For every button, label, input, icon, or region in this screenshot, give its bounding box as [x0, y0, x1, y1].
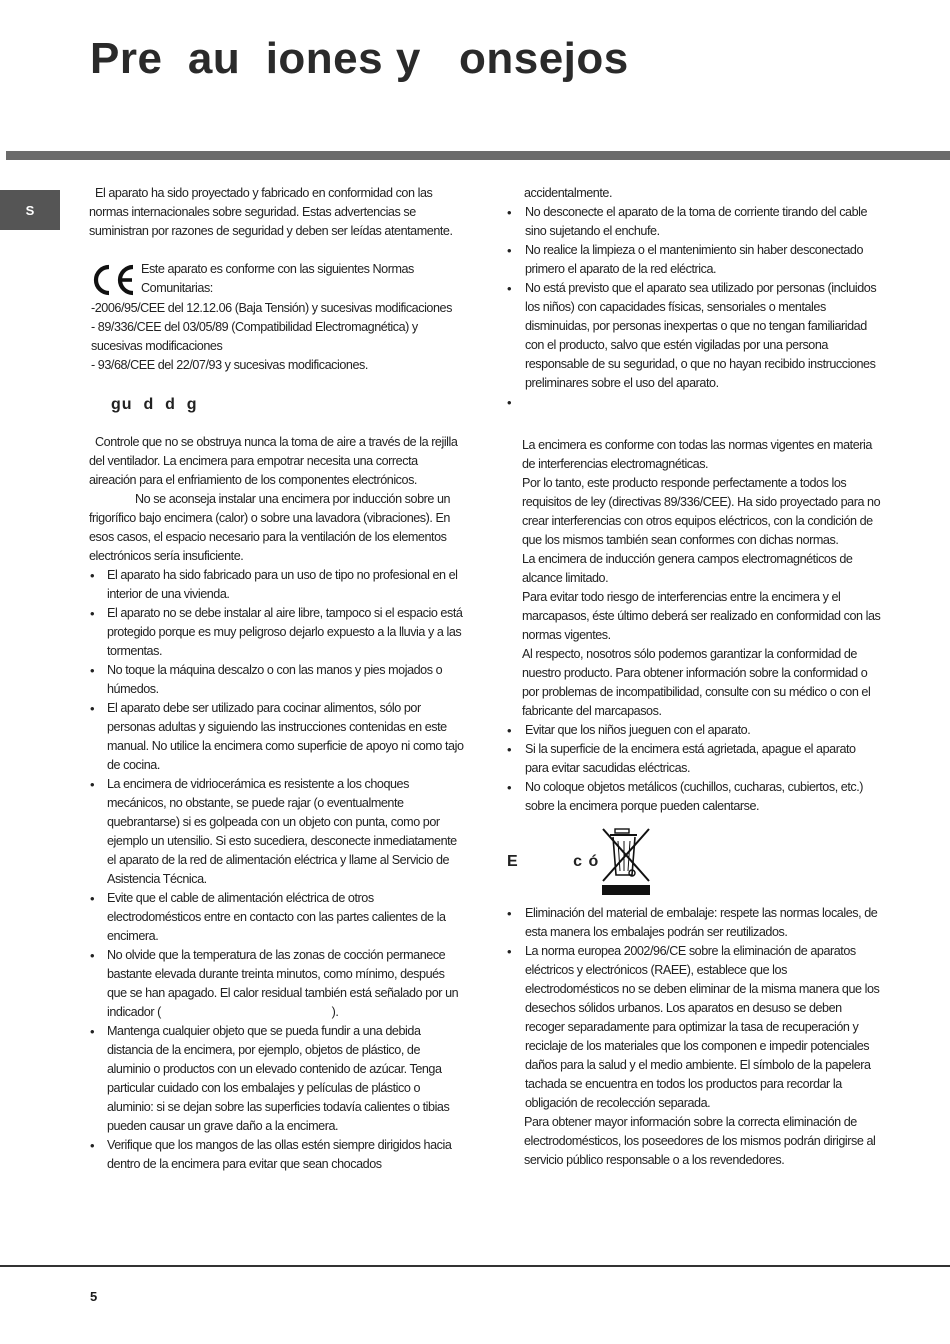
- continuation-text: accidentalmente.: [524, 186, 613, 200]
- list-item: • El aparato debe ser utilizado para cocinar alimentos, sólo por personas adultas y siguiendo las instrucciones contenidas en este manual. No utilice la encimera como superficie de apoyo ni como tajo de cocina.: [89, 699, 464, 775]
- left-column: [89, 184, 464, 1174]
- list-item: • No coloque objetos metálicos (cuchillos, cucharas, cubiertos, etc.) sobre la encimera porque pueden calentarse.: [522, 778, 882, 816]
- page-number: 5: [90, 1289, 98, 1304]
- footer-divider: [0, 1265, 950, 1267]
- right-column: [507, 184, 882, 1170]
- emc-paragraph: Al respecto, nosotros sólo podemos garantizar la conformidad de nuestro producto. Para obtener información sobre la conformidad o por problemas de incompatibilidad, consulte con su médico o con el fabricante del marcapasos.: [522, 647, 871, 718]
- child-safety-list: [522, 721, 882, 816]
- intro-paragraph: El aparato ha sido proyectado y fabricado en conformidad con las normas internacionales sobre seguridad. Estas advertencias se suministran por razones de seguridad y deben ser leídas atentamente.: [89, 186, 453, 238]
- ce-mark-icon: [89, 261, 137, 299]
- section-heading-safety: gu d d g: [111, 396, 198, 413]
- emc-paragraph: Para evitar todo riesgo de interferencias entre la encimera y el marcapasos, éste último deberá ser realizado en conformidad con las normas vigentes.: [522, 590, 881, 642]
- list-item: • Si la superficie de la encimera está agrietada, apague el aparato para evitar sacudidas eléctricas.: [522, 740, 882, 778]
- list-item: • Evitar que los niños jueguen con el aparato.: [522, 721, 882, 740]
- list-item: • Mantenga cualquier objeto que se pueda fundir a una debida distancia de la encimera, por ejemplo, objetos de plástico, de aluminio o productos con un elevado contenido de azúcar. Tenga particular cuidado con los embalajes y películas de plástico o aluminio: si se dejan sobre las superficies todavía calientes o tibias pueden causar un grave daño a la encimera.: [89, 1022, 464, 1136]
- emc-section: [522, 436, 882, 721]
- list-item: • No realice la limpieza o el mantenimiento sin haber desconectado primero el aparato de la red eléctrica.: [522, 241, 882, 279]
- emc-paragraph: Por lo tanto, este producto responde perfectamente a todos los requisitos de ley (directivas 89/336/CEE). Ha sido proyectado para no crear interferencias con otros equipos eléctricos, con la condición de que los mismos también sean conformes con dichas normas.: [522, 476, 881, 547]
- list-item: • El aparato no se debe instalar al aire libre, tampoco si el espacio está protegido porque es muy peligroso dejarlo expuesto a la lluvia y a las tormentas.: [89, 604, 464, 661]
- norm-item: - 89/336/CEE del 03/05/89 (Compatibilidad Electromagnética) y sucesivas modificaciones: [91, 320, 418, 353]
- emc-paragraph: La encimera es conforme con todas las normas vigentes en materia de interferencias electromagnéticas.: [522, 438, 872, 471]
- installation-paragraph: No se aconseja instalar una encimera por inducción sobre un frigorífico bajo encimera (calor) o sobre una lavadora (vibraciones). En esos casos, el espacio necesario para la ventilación de los elementos electrónicos sería insuficiente.: [89, 492, 451, 563]
- list-item: • Evite que el cable de alimentación eléctrica de otros electrodomésticos entre en contacto con las partes calientes de la encimera.: [89, 889, 464, 946]
- ventilation-paragraph: Controle que no se obstruya nunca la toma de aire a través de la rejilla del ventilador. La encimera para empotrar necesita una correcta aireación para el enfriamiento de los componentes electrónicos.: [89, 435, 458, 487]
- ce-conformity-block: [89, 260, 464, 299]
- safety-list-continued: [522, 203, 882, 412]
- list-item: • No olvide que la temperatura de las zonas de cocción permanece bastante elevada durante treinta minutos, como mínimo, después que se han apagado. El calor residual también está señalado por un indicador ( ).: [89, 946, 464, 1022]
- list-item: • Verifique que los mangos de las ollas estén siempre dirigidos hacia dentro de la encimera para evitar que sean chocados: [89, 1136, 464, 1174]
- section-heading-disposal: E c ó: [507, 852, 600, 870]
- language-tab: S: [0, 190, 60, 230]
- safety-list: [89, 566, 464, 1174]
- list-item: [522, 393, 882, 412]
- list-item: • No desconecte el aparato de la toma de corriente tirando del cable sino sujetando el enchufe.: [522, 203, 882, 241]
- list-item: • La encimera de vidriocerámica es resistente a los choques mecánicos, no obstante, se puede rajar (o eventualmente quebrantarse) si es golpeada con un objeto con punta, como por ejemplo un utensilio. Si esto sucediera, desconecte inmediatamente el aparato de la red de alimentación eléctrica y llame al Servicio de Asistencia Técnica.: [89, 775, 464, 889]
- list-item: • No toque la máquina descalzo o con las manos y pies mojados o húmedos.: [89, 661, 464, 699]
- disposal-heading-row: [507, 824, 882, 898]
- list-item: • La norma europea 2002/96/CE sobre la eliminación de aparatos eléctricos y electrónicos (RAEE), establece que los electrodomésticos no se deben eliminar de la misma manera que los desechos sólidos urbanos. Los aparatos en desuso se deben recoger separadamente para optimizar la tasa de recuperación y reciclaje de los materiales que los componen e impedir potenciales daños para la salud y el medio ambiente. El símbolo de la papelera tachada se encuentra en todos los productos para recordar la obligación de recolección separada.: [522, 942, 882, 1113]
- list-item: • No está previsto que el aparato sea utilizado por personas (incluidos los niños) con capacidades físicas, sensoriales o mentales disminuidas, por personas inexpertas o que no tengan familiaridad con el producto, salvo que estén vigiladas por una persona responsable de su seguridad, o que no hayan recibido instrucciones preliminares sobre el uso del aparato.: [522, 279, 882, 393]
- emc-paragraph: La encimera de inducción genera campos electromagnéticos de alcance limitado.: [522, 552, 853, 585]
- page-title: Pre au iones y onsejos: [90, 34, 629, 83]
- disposal-list: [522, 904, 882, 1113]
- header-divider: [6, 151, 950, 160]
- norm-item: -2006/95/CEE del 12.12.06 (Baja Tensión) y sucesivas modificaciones: [91, 301, 452, 315]
- crossed-bin-icon: [601, 825, 653, 897]
- list-item: • El aparato ha sido fabricado para un uso de tipo no profesional en el interior de una vivienda.: [89, 566, 464, 604]
- norm-item: - 93/68/CEE del 22/07/93 y sucesivas modificaciones.: [91, 358, 368, 372]
- list-item: • Eliminación del material de embalaje: respete las normas locales, de esta manera los embalajes podrán ser reutilizados.: [522, 904, 882, 942]
- disposal-closing-paragraph: Para obtener mayor información sobre la correcta eliminación de electrodomésticos, los poseedores de los mismos podrán dirigirse al servicio público responsable o a los revendedores.: [524, 1115, 876, 1167]
- ce-text: Este aparato es conforme con las siguientes Normas Comunitarias:: [141, 262, 414, 295]
